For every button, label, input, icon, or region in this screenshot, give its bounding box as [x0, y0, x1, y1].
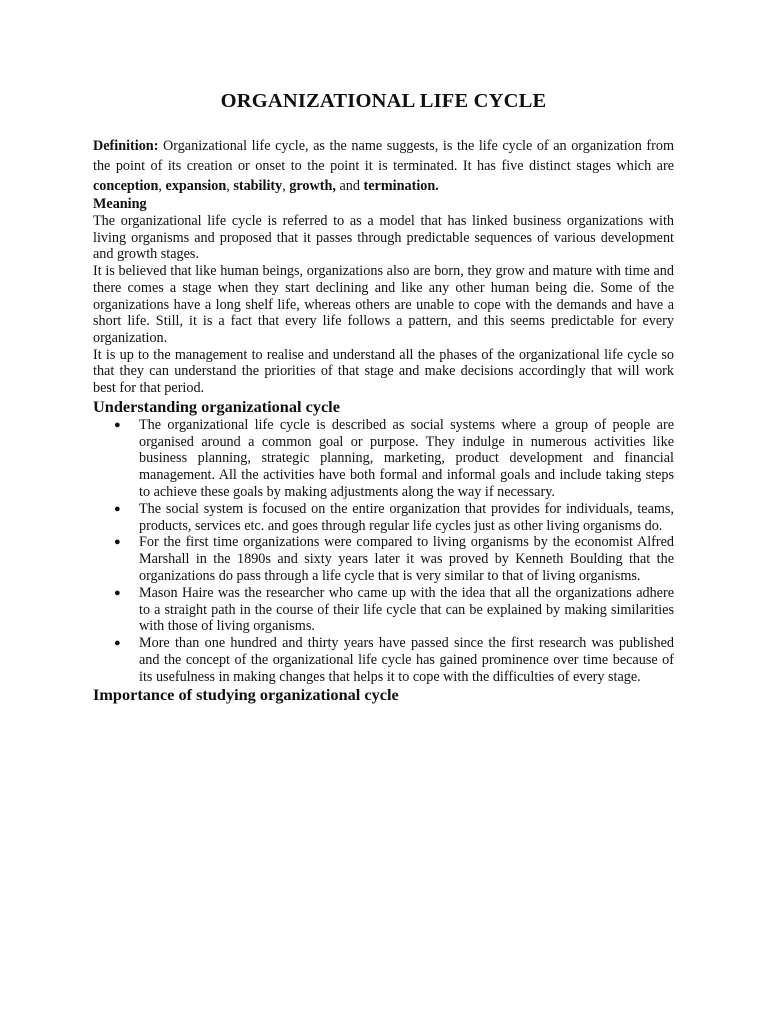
paragraph-management: It is up to the management to realise and understand all the phases of the organizational life cycle so that they can understand the priorities of that stage and make decisions accordingly that will work best for that period.: [93, 346, 674, 397]
stage-conception: conception: [93, 178, 159, 194]
list-item: [93, 635, 674, 685]
list-item-text: The social system is focused on the entire organization that provides for individuals, teams, products, services etc. and goes through regular life cycles just as other living organisms do.: [139, 500, 674, 534]
list-item-text: More than one hundred and thirty years have passed since the first research was published and the concept of the organizational life cycle has gained prominence over time because of its usefulness in making changes that helps it to cope with the difficulties of every stage.: [139, 635, 674, 685]
list-item-text: The organizational life cycle is described as social systems where a group of people are organised around a common goal or purpose. They indulge in numerous activities like business planning, strategic planning, marketing, product development and financial management. All the activities have both formal and informal goals and include taking steps to achieve these goals by making adjustments along the way if necessary.: [139, 416, 674, 500]
stage-stability: stability: [233, 178, 283, 194]
stage-termination: termination.: [363, 178, 439, 194]
list-item-text: Mason Haire was the researcher who came up with the idea that all the organizations adhere to a straight path in the course of their life cycle that can be explained by making similarities with those of living organisms.: [139, 584, 674, 635]
section-heading-importance: Importance of studying organizational cycle: [93, 685, 399, 705]
paragraph-human-beings: It is believed that like human beings, organizations also are born, they grow and mature with time and there comes a stage when they start declining and like any other human being die. Some of the organizations have a long shelf life, whereas others are unable to cope with the demands and have a short life. Still, it is a fact that every life follows a pattern, and this seems predictable for every organization.: [93, 263, 674, 346]
list-item: [93, 417, 674, 501]
list-item: [93, 585, 674, 635]
meaning-heading: Meaning: [93, 196, 147, 212]
definition-label: Definition:: [93, 138, 159, 154]
paragraph-model: The organizational life cycle is referred to as a model that has linked business organizations with living organisms and proposed that it passes through predictable sequences of various development and growth stages.: [93, 213, 674, 263]
stage-expansion: expansion: [165, 178, 227, 194]
bullet-icon: ●: [114, 502, 121, 515]
definition-paragraph: [93, 136, 674, 196]
bullet-list: [93, 417, 674, 686]
bullet-icon: ●: [114, 418, 121, 431]
document-content: [93, 88, 674, 705]
list-item: [93, 501, 674, 535]
separator: ,: [282, 178, 290, 194]
bullet-icon: ●: [114, 637, 121, 650]
definition-text: Organizational life cycle, as the name suggests, is the life cycle of an organization from the point of its creation or onset to the point it is terminated. It has five distinct stages which are: [93, 138, 674, 174]
document-title: ORGANIZATIONAL LIFE CYCLE: [220, 90, 547, 112]
list-item: [93, 534, 674, 584]
separator: ,: [158, 178, 166, 194]
stage-growth: growth,: [289, 178, 336, 194]
bullet-icon: ●: [114, 586, 121, 599]
separator: and: [335, 178, 364, 194]
list-item-text: For the first time organizations were compared to living organisms by the economist Alfred Marshall in the 1890s and sixty years later it was proved by Kenneth Boulding that the organizations do pass through a life cycle that is very similar to that of living organisms.: [139, 534, 674, 584]
separator: ,: [226, 178, 234, 194]
section-heading-understanding: Understanding organizational cycle: [93, 396, 340, 416]
bullet-icon: ●: [114, 536, 121, 549]
